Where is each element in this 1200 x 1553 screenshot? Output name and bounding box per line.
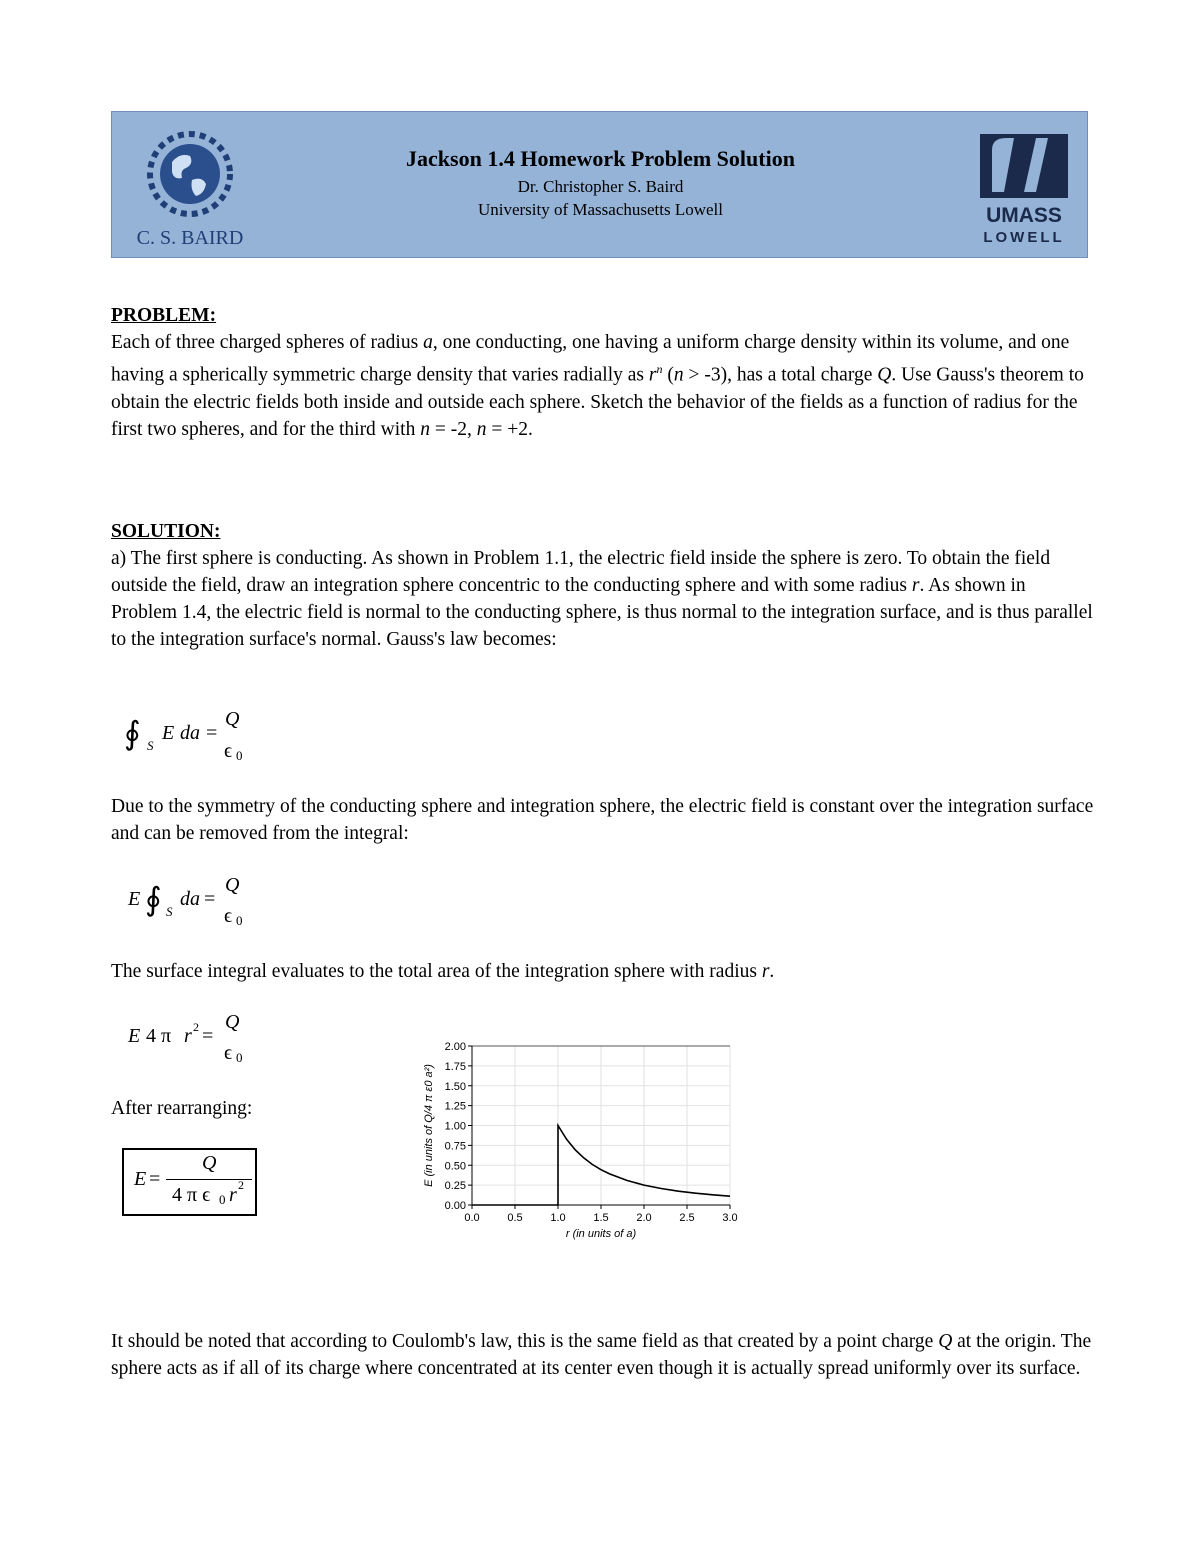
y-tick-label: 1.50 [444,1080,466,1093]
y-tick-label: 1.75 [444,1060,466,1073]
page-title: Jackson 1.4 Homework Problem Solution [406,146,795,171]
umass-logo-text: UMASS [986,204,1062,227]
y-tick-label: 0.75 [444,1140,466,1153]
y-tick-label: 2.00 [444,1041,466,1053]
chart-y-label: E (in units of Q/4 π ε0 a²) [423,1064,435,1187]
cs-baird-logo-text: C. S. BAIRD [136,227,244,249]
author-name: Dr. Christopher S. Baird [517,177,684,196]
y-tick-label: 1.00 [444,1120,466,1133]
y-tick-label: 1.25 [444,1100,466,1113]
x-tick-label: 3.0 [722,1212,738,1224]
solution-paragraph-area: The surface integral evaluates to the total area of the integration sphere with radius r. [111,961,775,982]
x-tick-label: 0.5 [507,1212,523,1224]
field-vs-radius-chart [410,1030,750,1245]
solution-paragraph-symmetry: Due to the symmetry of the conducting sphere and integration sphere, the electric field is constant over the integration surface and can be removed from the integral: [111,796,1094,844]
problem-text: Each of three charged spheres of radius a, one conducting, one having a uniform charge density within its volume, and one having a spherically symmetric charge density that varies radially as $r^n$ (n > -3), has a total charge Q. Use Gauss's theorem to obtain the electric fields both inside and outside each sphere. Sketch the behavior of the fields as a function of radius for the first two spheres, and for the third with n = -2, n = +2. [111,332,1084,440]
solution-paragraph-a: a) The first sphere is conducting. As shown in Problem 1.1, the electric field inside the sphere is zero. To obtain the field outside the field, draw an integration sphere concentric to the conducting sphere and with some radius r. As shown in Problem 1.4, the electric field is normal to the conducting sphere, is thus normal to the integration surface, and is thus parallel to the integration surface's normal. Gauss's law becomes: [111,548,1093,650]
x-tick-label: 2.0 [636,1212,652,1224]
solution-paragraph-rearrange: After rearranging: [111,1098,253,1119]
lowell-logo-text: LOWELL [983,229,1065,246]
document-header [111,111,1088,258]
x-tick-label: 1.5 [593,1212,609,1224]
solution-paragraph-note: It should be noted that according to Coulomb's law, this is the same field as that created by a point charge Q at the origin. The sphere acts as if all of its charge where concentrated at its center even though it is actually spread uniformly over its surface. [111,1331,1092,1379]
chart-x-ticks [464,1205,737,1224]
umass-lowell-logo [974,130,1074,248]
chart-y-ticks [445,1041,472,1212]
solution-section [111,518,1096,653]
y-tick-label: 0.50 [444,1160,466,1173]
result-box: E = Q 4 π ϵ 0 r 2 [122,1148,257,1216]
umass-emblem-icon [980,134,1068,198]
y-tick-label: 0.25 [444,1180,466,1193]
chart-x-label: r (in units of a) [565,1228,637,1240]
problem-section [111,302,1096,443]
solution-label: SOLUTION: [111,521,221,542]
university-name: University of Massachusetts Lowell [477,200,724,219]
x-tick-label: 1.0 [550,1212,566,1224]
x-tick-label: 2.5 [679,1212,695,1224]
x-tick-label: 0.0 [464,1212,480,1224]
y-tick-label: 0.00 [444,1200,466,1212]
problem-label: PROBLEM: [111,305,217,326]
chart-grid [472,1046,730,1205]
